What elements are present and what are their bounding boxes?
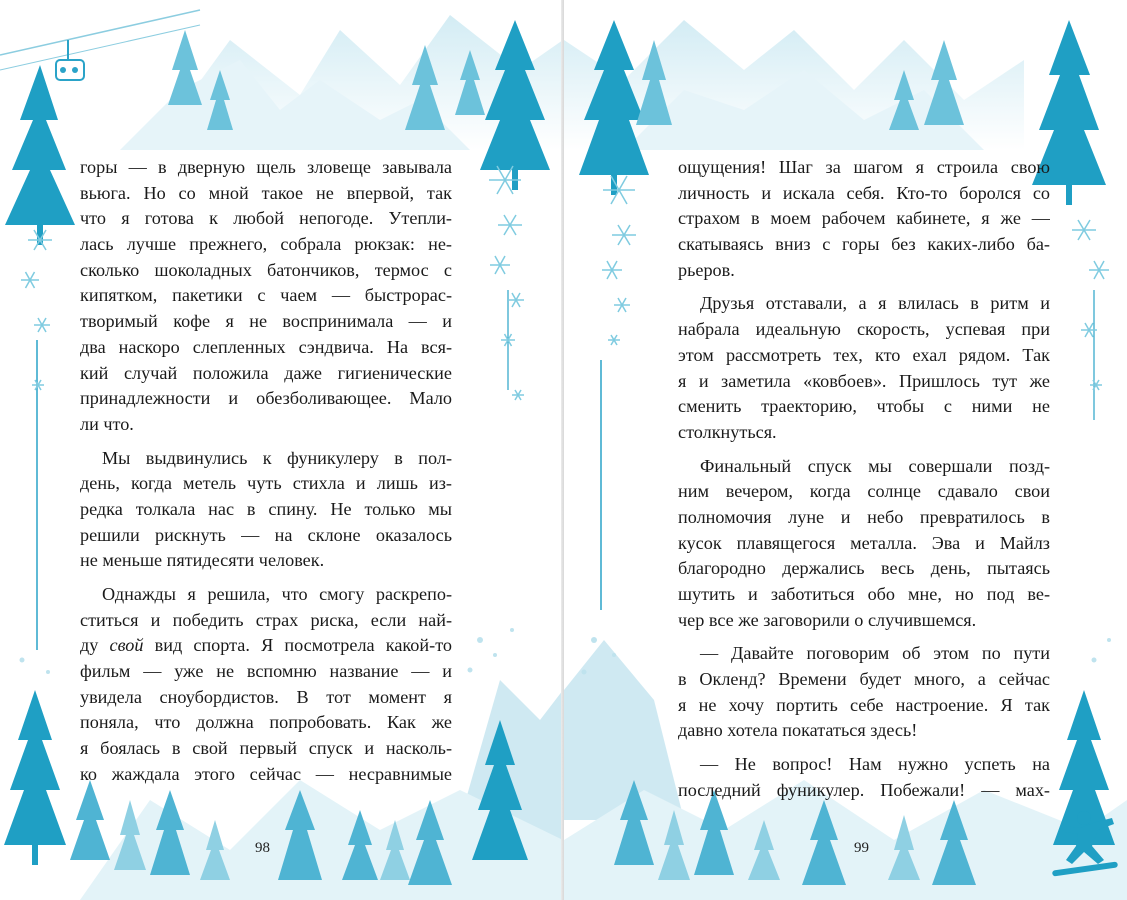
- right-page-text: [678, 155, 1050, 804]
- paragraph: [678, 454, 1050, 634]
- mountain-range-bottom: [564, 640, 684, 820]
- paragraph: [80, 446, 452, 574]
- text-line: принадлежности и обезболивающее. Мало: [80, 388, 452, 409]
- text-line: ощущения! Шаг за шагом я строила свою: [678, 157, 1050, 177]
- text-line: Однажды я решила, что смогу раскрепо-: [102, 584, 452, 604]
- left-page-text: [80, 155, 452, 788]
- text-line: поняла, что должна попробовать. Как же: [80, 712, 452, 733]
- text-line: решили рискнуть — на склоне оказалось: [80, 524, 452, 545]
- text-line: скатываясь вниз с горы без каких-либо ба-: [678, 234, 1050, 255]
- text-line: редка толкала нас в спину. Не только мы: [80, 498, 452, 519]
- left-page: [0, 0, 563, 900]
- text-line: давно хотела покататься здесь!: [678, 720, 918, 741]
- text-line: благородно держались весь день, пытаясь: [678, 558, 1050, 579]
- text-line: страхом в моем рабочем кабинете, я же —: [678, 208, 1050, 229]
- paragraph: [678, 641, 1050, 744]
- paragraph: [678, 752, 1050, 803]
- pine-tree-icon: [5, 65, 75, 245]
- paragraph: [80, 582, 452, 788]
- text-line: последний фуникулер. Побежали! — мах-: [678, 779, 1050, 800]
- text-line: сколько шоколадных батончиков, термос с: [80, 259, 452, 280]
- text-line: личность и искала себя. Кто-то боролся со: [678, 182, 1050, 203]
- text-line: кий случай положила даже гигиенические: [80, 362, 452, 383]
- text-line: Друзья отставали, а я влилась в ритм и: [700, 293, 1050, 314]
- text-line: набрала идеальную скорость, успевая при: [678, 319, 1050, 340]
- text-line: ститься и победить страх риска, если най-: [80, 609, 452, 630]
- text-line: ним вечером, когда солнце сдавало свои: [678, 481, 1050, 502]
- text-line: ли что.: [80, 413, 134, 434]
- text-line: кипятком, пакетики с чаем — быстрорас-: [80, 285, 452, 306]
- ski-lift-cable: [0, 10, 200, 55]
- text-line: этом рассмотреть тех, кто ехал рядом. Так: [678, 344, 1050, 365]
- text-line: ду свой вид спорта. Я посмотрела какой-то: [80, 635, 452, 656]
- text-line: я и заметила «ковбоев». Пришлось тут же: [678, 370, 1050, 391]
- pine-tree-icon: [4, 690, 66, 865]
- text-line: шутить и заботиться обо мне, но под ве-: [678, 584, 1050, 604]
- text-line: чер все же заговорили о случившемся.: [678, 609, 977, 630]
- paragraph: [80, 155, 452, 438]
- pine-tree-icon: [579, 20, 649, 195]
- text-line: сменить траекторию, чтобы с ними не: [678, 396, 1050, 417]
- text-line: полномочия луне и небо превратилось в: [678, 506, 1050, 527]
- text-line: в Окленд? Времени будет много, а сейчас: [678, 669, 1050, 690]
- text-line: — Давайте поговорим об этом по пути: [700, 643, 1050, 664]
- page-number: 99: [854, 840, 869, 856]
- paragraph: [678, 155, 1050, 283]
- text-line: фильм — уже не вспомню название — и: [80, 661, 452, 682]
- text-line: день, когда метель чуть стихла и лишь из-: [80, 473, 452, 494]
- text-line: столкнуться.: [678, 421, 777, 442]
- text-line: Финальный спуск мы совершали позд-: [700, 455, 1050, 476]
- text-line: не меньше пятидесяти человек.: [80, 550, 325, 571]
- text-line: — Не вопрос! Нам нужно успеть на: [700, 754, 1050, 775]
- text-line: рьеров.: [678, 259, 735, 280]
- text-line: горы — в дверную щель зловеще завывала: [80, 157, 452, 177]
- text-line: что я готова к любой непогоде. Утепли-: [80, 208, 452, 229]
- page-number: 98: [255, 840, 270, 856]
- text-line: вьюга. Но со мной такое не впервой, так: [80, 182, 452, 203]
- text-line: ко жаждала этого сейчас — несравнимые: [80, 763, 452, 784]
- right-page: [564, 0, 1127, 900]
- text-line: увидела сноубордистов. В тот момент я: [80, 686, 452, 707]
- text-line: я боялась в свой первый спуск и насколь-: [80, 738, 452, 759]
- text-line: Мы выдвинулись к фуникулеру в пол-: [102, 447, 452, 468]
- text-line: лась лучше прежнего, собрала рюкзак: не-: [80, 234, 452, 255]
- text-line: я не хочу портить себе настроение. Я так: [678, 694, 1050, 715]
- ski-lift-chair-icon: [56, 40, 84, 80]
- italic-word: свой: [109, 635, 144, 656]
- text-line: кусок плавящегося металла. Эва и Майлз: [678, 532, 1050, 553]
- text-line: два наскоро слепленных сэндвича. На вся-: [80, 336, 452, 357]
- text-line: творимый кофе я не воспринимала — и: [80, 311, 452, 332]
- paragraph: [678, 291, 1050, 445]
